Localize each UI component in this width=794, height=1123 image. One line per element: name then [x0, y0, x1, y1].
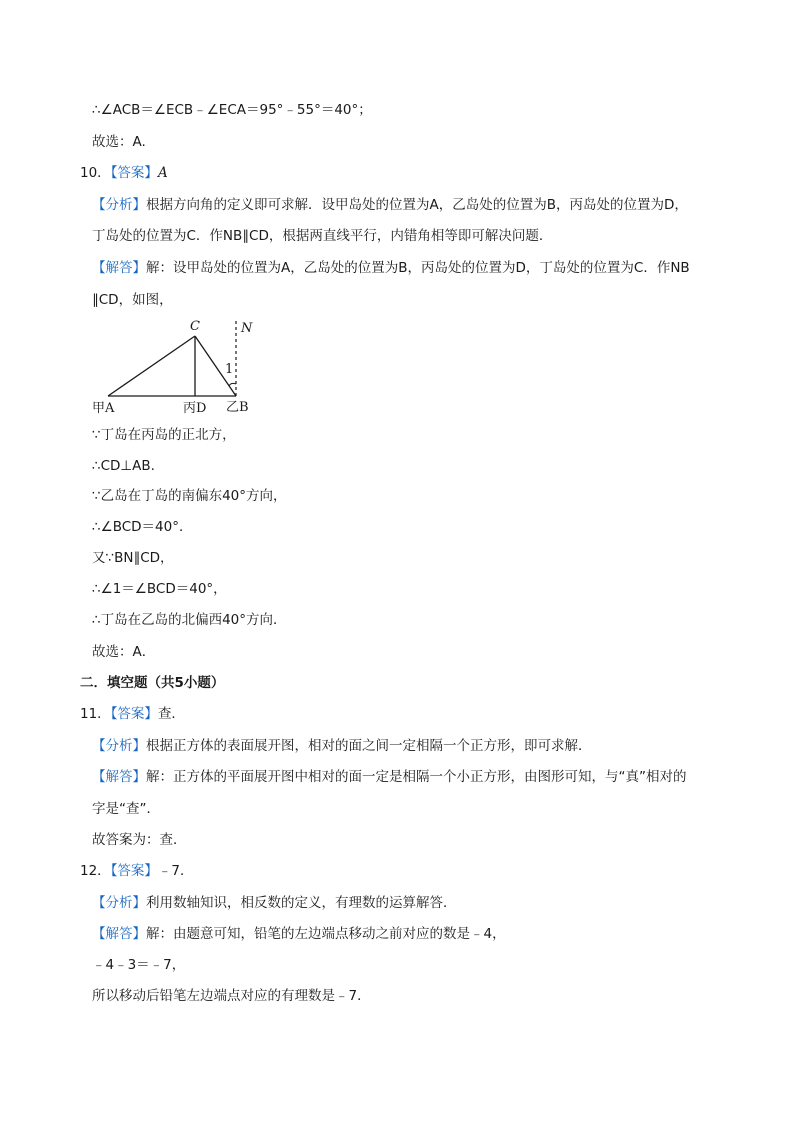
label-A: 甲A	[92, 401, 115, 416]
solution-12-conclusion: 所以移动后铅笔左边端点对应的有理数是﹣7．	[92, 988, 371, 1004]
answer-tag: 【答案】	[110, 165, 158, 181]
analysis-12: 【分析】利用数轴知识，相反数的定义，有理数的运算解答．	[92, 895, 457, 911]
label-D: 丙D	[183, 401, 207, 416]
analysis-tag: 【分析】	[92, 895, 146, 911]
question-number: 10．	[80, 165, 111, 181]
answer-value: A	[157, 165, 168, 181]
text-line-15: 故选：A．	[92, 644, 156, 660]
text-line-8: ∵丁岛在丙岛的正北方，	[92, 427, 236, 443]
solution-12-calc: ﹣4﹣3＝﹣7，	[92, 957, 186, 973]
solution-12: 【解答】解：由题意可知，铅笔的左边端点移动之前对应的数是﹣4，	[92, 926, 506, 942]
answer-11-final: 故答案为：查．	[92, 832, 187, 848]
text-line-12: 又∵BN∥CD，	[92, 550, 174, 566]
analysis-10: 【分析】根据方向角的定义即可求解．设甲岛处的位置为A，乙岛处的位置为B，丙岛处的位置为D，	[92, 197, 688, 213]
text-line-2: 故选：A.	[92, 134, 146, 150]
solution-10-cont: ∥CD，如图，	[92, 292, 173, 308]
section-heading: 二．填空题（共5小题）	[80, 675, 225, 691]
text-line-11: ∴∠BCD＝40°．	[92, 519, 193, 535]
text-line-1: ∴∠ACB＝∠ECB﹣∠ECA＝95°﹣55°＝40°；	[92, 102, 372, 118]
segment-AC	[108, 336, 195, 396]
answer-10	[80, 163, 168, 183]
solution-tag: 【解答】	[92, 260, 146, 276]
solution-tag: 【解答】	[92, 769, 146, 785]
question-number: 12．	[80, 863, 111, 879]
question-number: 11．	[80, 706, 111, 722]
label-C: C	[190, 319, 200, 334]
answer-12	[80, 861, 194, 881]
label-N: N	[241, 321, 253, 336]
answer-tag: 【答案】	[110, 706, 158, 722]
answer-value: 查．	[157, 706, 185, 722]
answer-tag: 【答案】	[110, 863, 158, 879]
label-B: 乙B	[226, 400, 249, 415]
solution-11: 【解答】解：正方体的平面展开图中相对的面一定是相隔一个小正方形，由图形可知，与“真”相对的	[92, 769, 687, 785]
solution-10: 【解答】解：设甲岛处的位置为A，乙岛处的位置为B，丙岛处的位置为D，丁岛处的位置为C．作NB	[92, 260, 690, 276]
text-line-9: ∴CD⊥AB.	[92, 458, 155, 474]
text-line-10: ∵乙岛在丁岛的南偏东40°方向，	[92, 488, 287, 504]
geometry-figure	[88, 312, 268, 420]
answer-11	[80, 704, 185, 724]
analysis-tag: 【分析】	[92, 738, 146, 754]
analysis-10-cont: 丁岛处的位置为C．作NB∥CD，根据两直线平行，内错角相等即可解决问题．	[92, 228, 553, 244]
label-1: 1	[225, 362, 234, 377]
analysis-11: 【分析】根据正方体的表面展开图，相对的面之间一定相隔一个正方形，即可求解．	[92, 738, 592, 754]
text-line-13: ∴∠1＝∠BCD＝40°，	[92, 581, 227, 597]
text-line-14: ∴丁岛在乙岛的北偏西40°方向．	[92, 612, 287, 628]
solution-tag: 【解答】	[92, 926, 146, 942]
angle-1-arc	[229, 383, 236, 386]
analysis-tag: 【分析】	[92, 197, 146, 213]
solution-11-cont: 字是“查”．	[92, 801, 160, 817]
answer-value: ﹣7．	[157, 863, 194, 879]
